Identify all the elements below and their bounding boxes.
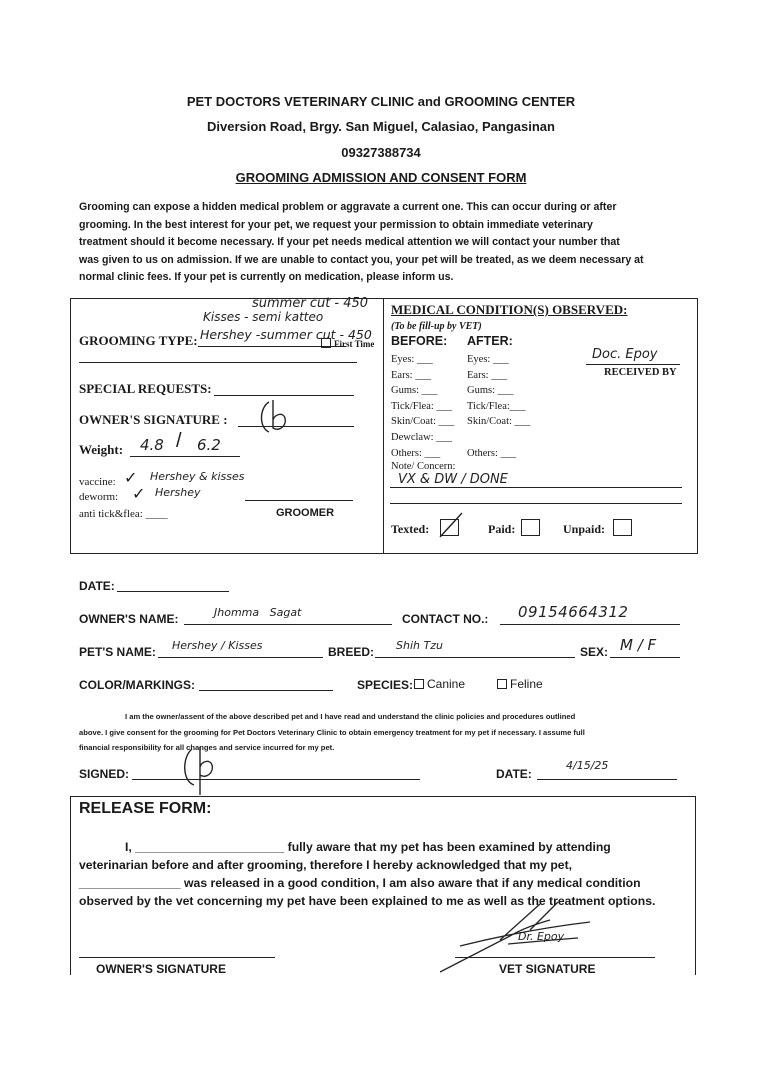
consent-date-label: DATE: xyxy=(496,767,532,781)
date-label: DATE: xyxy=(79,579,115,593)
vaccine-value: Hershey & kisses xyxy=(150,470,245,483)
owner-name-label: OWNER'S NAME: xyxy=(79,612,179,626)
after-item xyxy=(467,430,530,446)
owner-signed-mark xyxy=(180,745,220,797)
first-time-label: First Time xyxy=(334,339,375,349)
owner-name-field[interactable] xyxy=(184,624,392,625)
intro-paragraph xyxy=(79,199,689,287)
groomer-signature-field[interactable] xyxy=(245,500,353,501)
pet-name-field[interactable] xyxy=(158,657,323,658)
special-requests-field[interactable] xyxy=(214,395,354,396)
unpaid-label: Unpaid: xyxy=(563,522,606,536)
form-title xyxy=(0,170,762,185)
feline-label: Feline xyxy=(510,677,543,691)
after-item: Tick/Flea:___ xyxy=(467,400,526,412)
color-markings-field[interactable] xyxy=(199,690,333,691)
vet-signature-text: Dr. Epoy xyxy=(518,930,565,943)
pet-name-label: PET'S NAME: xyxy=(79,645,156,659)
owner-signature-mark xyxy=(255,398,295,438)
breed-value: Shih Tzu xyxy=(396,639,443,652)
consent-date-field[interactable] xyxy=(537,779,677,780)
feline-option[interactable] xyxy=(493,677,543,691)
before-item: Ears: ___ xyxy=(391,369,431,381)
clinic-name: PET DOCTORS VETERINARY CLINIC and GROOMING CENTER xyxy=(186,94,576,109)
release-line: _______________ was released in a good condition, I am also aware that if any medical condition xyxy=(79,876,641,890)
consent-line: above. I give consent for the grooming for Pet Doctors Veterinary Clinic to obtain emergency treatment for my pet if necessary. I assume full xyxy=(79,727,585,737)
after-item: Ears: ___ xyxy=(467,369,507,381)
note-field-line-1[interactable] xyxy=(390,487,682,488)
clinic-phone: 09327388734 xyxy=(341,145,421,160)
paid-checkbox[interactable] xyxy=(521,519,540,536)
before-item: Others: ___ xyxy=(391,447,441,459)
sex-label: SEX: xyxy=(580,645,609,659)
before-list xyxy=(391,352,454,461)
note-label: Note/ Concern: xyxy=(391,461,456,472)
received-by-value: Doc. Epoy xyxy=(592,347,658,362)
release-owner-signature-label: OWNER'S SIGNATURE xyxy=(96,962,226,976)
texted-check-mark xyxy=(436,511,466,539)
color-markings-label: COLOR/MARKINGS: xyxy=(79,678,195,692)
signed-label: SIGNED: xyxy=(79,767,130,781)
clinic-address: Diversion Road, Brgy. San Miguel, Calasiao, Pangasinan xyxy=(207,119,555,134)
before-item: Gums: ___ xyxy=(391,385,438,397)
species-label: SPECIES: xyxy=(357,678,414,692)
intro-line: treatment should it become necessary. If your pet needs medical attention we will contact your number that xyxy=(79,236,620,249)
sex-value: M / F xyxy=(620,636,657,654)
received-by-line xyxy=(586,364,680,365)
intro-line: was given to us on admission. If we are unable to contact you, your pet will be treated, as we deem necessary at xyxy=(79,253,644,266)
vaccine-check-icon: ✓ xyxy=(124,470,138,487)
grooming-note-kisses: Kisses - semi katteo xyxy=(203,310,324,324)
weight-slash: / xyxy=(176,430,182,452)
date-field[interactable] xyxy=(117,591,229,592)
feline-checkbox[interactable] xyxy=(497,679,507,689)
form-title-text: GROOMING ADMISSION AND CONSENT FORM xyxy=(235,170,527,185)
groomer-label: GROOMER xyxy=(276,507,335,519)
received-by-label: RECEIVED BY xyxy=(604,367,677,378)
contact-value: 09154664312 xyxy=(518,603,629,621)
release-line: veterinarian before and after grooming, therefore I hereby acknowledged that my pet, xyxy=(79,858,573,872)
canine-label: Canine xyxy=(427,677,466,691)
weight-field[interactable] xyxy=(130,456,240,457)
sex-field[interactable] xyxy=(610,657,680,658)
owner-signature-label: OWNER'S SIGNATURE : xyxy=(79,412,228,427)
weight-label: Weight: xyxy=(79,442,124,457)
breed-field[interactable] xyxy=(375,657,575,658)
contact-label: CONTACT NO.: xyxy=(402,612,489,626)
after-list xyxy=(467,352,530,461)
owner-name-value: Jhomma Sagat xyxy=(214,606,302,619)
grooming-type-line-2 xyxy=(79,362,357,363)
signed-field[interactable] xyxy=(132,779,420,780)
first-time-option[interactable] xyxy=(321,338,374,349)
deworm-value: Hershey xyxy=(155,486,201,499)
unpaid-checkbox[interactable] xyxy=(613,519,632,536)
intro-line: normal clinic fees. If your pet is currently on medication, please inform us. xyxy=(79,271,454,284)
canine-option[interactable] xyxy=(410,677,465,691)
after-item: Skin/Coat: ___ xyxy=(467,416,531,428)
medical-title: MEDICAL CONDITION(S) OBSERVED: xyxy=(391,302,628,317)
contact-field[interactable] xyxy=(500,624,680,625)
after-item: Eyes: ___ xyxy=(467,354,509,365)
intro-line: grooming. In the best interest for your pet, we request your permission to obtain immediate veterinary xyxy=(79,218,593,231)
consent-date-value: 4/15/25 xyxy=(566,759,609,772)
after-item: Others: ___ xyxy=(467,447,517,459)
before-item: Tick/Flea: ___ xyxy=(391,400,453,412)
before-item: Dewclaw: ___ xyxy=(391,431,452,443)
consent-line: financial responsibility for all changes and service incurred for my pet. xyxy=(79,743,335,752)
after-label: AFTER: xyxy=(467,334,513,348)
special-requests-label: SPECIAL REQUESTS: xyxy=(79,381,212,396)
weight-value-2: 6.2 xyxy=(197,436,221,454)
release-line: I, ______________________ fully aware that my pet has been examined by attending xyxy=(125,840,611,854)
note-field-line-2[interactable] xyxy=(390,503,682,504)
pet-name-value: Hershey / Kisses xyxy=(172,639,263,652)
canine-checkbox[interactable] xyxy=(414,679,424,689)
release-line: observed by the vet concerning my pet have been explained to me as well as the treatment options. xyxy=(79,894,656,908)
before-item: Skin/Coat: ___ xyxy=(391,416,455,428)
paid-label: Paid: xyxy=(488,522,516,536)
deworm-check-icon: ✓ xyxy=(132,486,146,503)
grooming-type-value: Hershey -summer cut - 450 xyxy=(200,327,372,342)
intro-line: Grooming can expose a hidden medical problem or aggravate a current one. This can occur during or after xyxy=(79,201,617,213)
before-item: Eyes: ___ xyxy=(391,354,433,365)
consent-paragraph xyxy=(79,709,685,756)
deworm-label: deworm: xyxy=(79,491,119,503)
note-value: VX & DW / DONE xyxy=(398,472,508,487)
breed-label: BREED: xyxy=(328,645,375,659)
medical-subtitle: (To be fill-up by VET) xyxy=(391,321,482,332)
grooming-type-label: GROOMING TYPE: xyxy=(79,333,198,348)
weight-value-1: 4.8 xyxy=(140,436,164,454)
box-divider xyxy=(383,299,384,553)
vaccine-label: vaccine: xyxy=(79,476,116,488)
release-owner-signature-field[interactable] xyxy=(79,957,275,958)
grooming-note-summercut: summer cut - 450 xyxy=(252,296,369,311)
consent-line: I am the owner/assent of the above described pet and I have read and understand the clinic policies and procedures outlined xyxy=(125,712,576,721)
before-label: BEFORE: xyxy=(391,334,448,348)
first-time-checkbox[interactable] xyxy=(321,338,331,348)
release-title: RELEASE FORM: xyxy=(79,800,212,817)
texted-label: Texted: xyxy=(391,522,430,536)
anti-tick-label: anti tick&flea: ____ xyxy=(79,508,168,520)
after-item: Gums: ___ xyxy=(467,385,514,397)
vet-signature-label: VET SIGNATURE xyxy=(499,962,596,976)
